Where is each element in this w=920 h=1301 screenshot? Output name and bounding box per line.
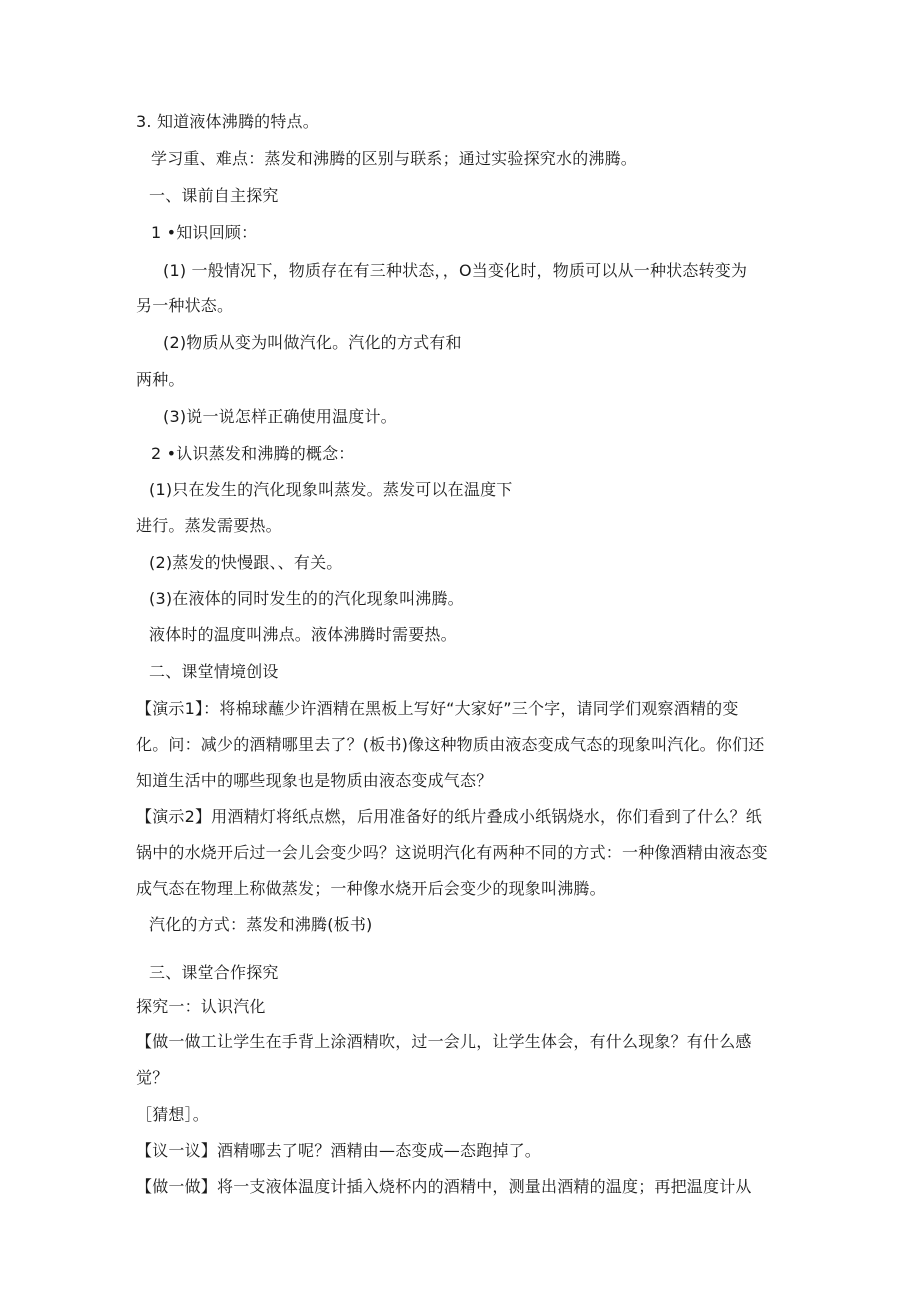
boiling-point: 液体时的温度叫沸点。液体沸腾时需要热。 [149,625,457,644]
concept-1-line-1: (1)只在发生的汽化现象叫蒸发。蒸发可以在温度下 [149,480,513,499]
vaporization-methods: 汽化的方式：蒸发和沸腾(板书) [149,915,373,934]
guess: ［猜想］。 [136,1105,210,1124]
section-heading-3: 三、课堂合作探究 [149,963,279,982]
concept-3: (3)在液体的同时发生的的汽化现象叫沸腾。 [149,589,464,608]
concept-1-line-2: 进行。蒸发需要热。 [136,516,282,535]
demo-1-line-3: 知道生活中的哪些现象也是物质由液态变成气态？ [136,771,493,790]
activity-1-line-1: 【做一做工让学生在手背上涂酒精吹，过一会儿，让学生体会，有什么现象？有什么感 [136,1032,752,1051]
section-heading-1: 一、课前自主探究 [149,186,279,205]
demo-1-line-2: 化。问：减少的酒精哪里去了？(板书)像这种物质由液态变成气态的现象叫汽化。你们还 [136,735,765,754]
activity-2-line-1: 【做一做】将一支液体温度计插入烧杯内的酒精中，测量出酒精的温度；再把温度计从 [136,1177,752,1196]
question-2-line-1: (2)物质从变为叫做汽化。汽化的方式有和 [163,333,462,352]
demo-1-line-1: 【演示1】：将棉球蘸少许酒精在黑板上写好“大家好”三个字，请同学们观察酒精的变 [136,699,739,718]
item-1-heading: 1 •知识回顾： [151,223,258,242]
question-2-line-2: 两种。 [136,370,185,389]
section-heading-2: 二、课堂情境创设 [149,662,279,681]
inquiry-1-heading: 探究一：认识汽化 [136,997,266,1016]
key-points: 学习重、难点：蒸发和沸腾的区别与联系；通过实验探究水的沸腾。 [151,149,638,168]
question-3: (3)说一说怎样正确使用温度计。 [163,407,397,426]
item-2-heading: 2 •认识蒸发和沸腾的概念： [151,444,355,463]
demo-2-line-2: 锅中的水烧开后过一会儿会变少吗？这说明汽化有两种不同的方式：一种像酒精由液态变 [136,843,768,862]
concept-2: (2)蒸发的快慢跟、、有关。 [149,553,343,572]
discussion: 【议一议】酒精哪去了呢？酒精由—态变成—态跑掉了。 [136,1141,542,1160]
demo-2-line-1: 【演示2】用酒精灯将纸点燃，后用准备好的纸片叠成小纸锅烧水，你们看到了什么？纸 [136,807,762,826]
objective-3: 3. 知道液体沸腾的特点。 [136,112,319,131]
question-1-line-1: (1) 一般情况下，物质存在有三种状态，，O当变化时，物质可以从一种状态转变为 [163,261,748,280]
activity-1-line-2: 觉？ [136,1068,169,1087]
demo-2-line-3: 成气态在物理上称做蒸发；一种像水烧开后会变少的现象叫沸腾。 [136,879,606,898]
question-1-line-2: 另一种状态。 [136,296,234,315]
